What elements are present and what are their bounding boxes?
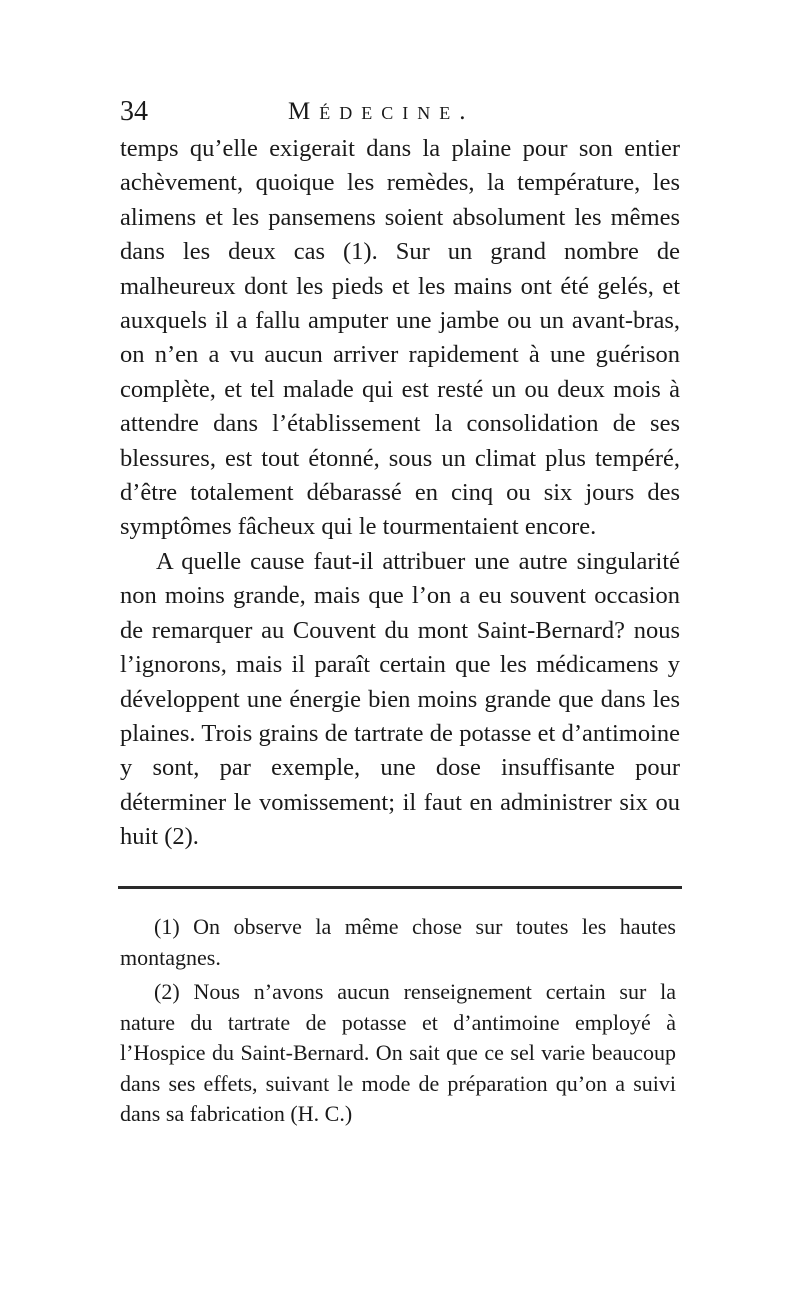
page-header bbox=[120, 92, 680, 132]
main-text bbox=[120, 132, 680, 855]
paragraph: A quelle cause faut-il attribuer une autre singularité non moins grande, mais que l’on a eu souvent occasion de remarquer au Couvent du mont Saint-Bernard? nous l’ignorons, mais il paraît certain que les médicamens y développent une énergie bien moins grande que dans les plaines. Trois grains de tartrate de potasse et d’antimoine y sont, par exemple, une dose insuffisante pour déterminer le vomissement; il faut en administrer six ou huit (2). bbox=[120, 547, 680, 851]
footnote-separator bbox=[118, 886, 682, 889]
paragraph-continued: temps qu’elle exigerait dans la plaine pour son entier achèvement, quoique les remèdes, la température, les alimens et les pansemens soient absolument les mêmes dans les deux cas (1). Sur un grand nombre de malheureux dont les pieds et les mains ont été gelés, et auxquels il a fallu amputer une jambe ou un avant-bras, on n’en a vu aucun arriver rapidement à une guérison complète, et tel malade qui est resté un ou deux mois à attendre dans l’établissement la consolidation de ses blessures, est tout étonné, sous un climat plus tempéré, d’être totalement débarassé en cinq ou six jours des symptômes fâcheux qui le tourmentaient encore. bbox=[120, 135, 680, 541]
page-number: 34 bbox=[120, 96, 148, 127]
running-title: Médecine. bbox=[288, 98, 475, 125]
footnotes bbox=[120, 912, 676, 1134]
footnote-2: (2) Nous n’avons aucun renseignement certain sur la nature du tartrate de potasse et d’antimoine employé à l’Hospice du Saint-Bernard. On sait que ce sel varie beaucoup dans ses effets, suivant le mode de préparation qu’on a suivi dans sa fabrication (H. C.) bbox=[120, 979, 676, 1126]
footnote-1: (1) On observe la même chose sur toutes les hautes montagnes. bbox=[120, 914, 676, 970]
